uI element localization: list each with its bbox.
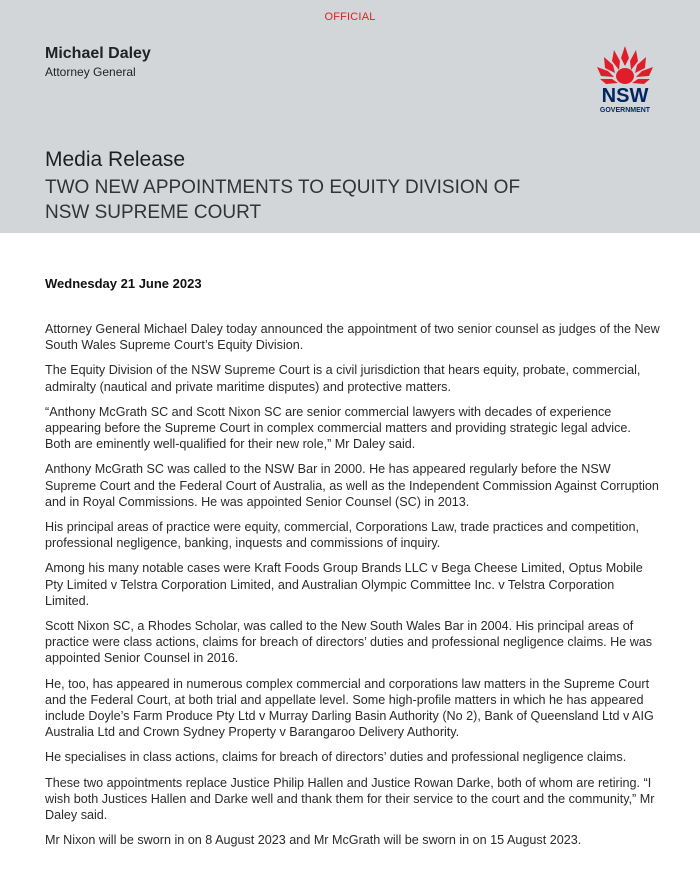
body-paragraph: He, too, has appeared in numerous complex commercial and corporations law matters in the Supreme Court and the Federal Court, at both trial and appellate level. Some high-profile matters in which he has appeared include Doyle’s Farm Produce Pty Ltd v Murray Darling Basin Authority (No 2), Bank of Queensland Ltd v AIG Australia Ltd and Crown Sydney Property v Barangaroo Delivery Authority. xyxy=(45,676,654,740)
release-date: Wednesday 21 June 2023 xyxy=(45,276,202,291)
logo-wordmark: NSW xyxy=(601,85,649,107)
body-paragraph: Mr Nixon will be sworn in on 8 August 2023 and Mr McGrath will be sworn in on 15 August 2023. xyxy=(45,833,582,848)
body-paragraph: He specialises in class actions, claims for breach of directors’ duties and professional negligence claims. xyxy=(45,750,627,765)
page-title xyxy=(45,175,645,225)
waratah-icon xyxy=(590,42,660,117)
minister-name: Michael Daley xyxy=(45,45,151,62)
release-body xyxy=(45,321,660,857)
body-paragraph: “Anthony McGrath SC and Scott Nixon SC are senior commercial lawyers with decades of experience appearing before the Supreme Court in complex commercial matters and providing strategic legal advice. Both are eminently well-qualified for their new role,” Mr Daley said. xyxy=(45,404,631,452)
classification-label: OFFICIAL xyxy=(324,11,376,23)
minister-title: Attorney General xyxy=(45,65,136,79)
body-paragraph: The Equity Division of the NSW Supreme Court is a civil jurisdiction that hears equity, probate, commercial, admiralty (nautical and private maritime disputes) and protective matters. xyxy=(45,363,641,394)
logo-subtext: GOVERNMENT xyxy=(599,107,651,114)
body-paragraph: Anthony McGrath SC was called to the NSW Bar in 2000. He has appeared regularly before the NSW Supreme Court and the Federal Court of Australia, as well as the Independent Commission Against Corruption and in Royal Commissions. He was appointed Senior Counsel (SC) in 2013. xyxy=(45,462,659,509)
body-paragraph: Attorney General Michael Daley today announced the appointment of two senior counsel as judges of the New South Wales Supreme Court’s Equity Division. xyxy=(45,322,660,353)
nsw-government-logo xyxy=(590,42,660,117)
body-paragraph: Scott Nixon SC, a Rhodes Scholar, was called to the New South Wales Bar in 2004. His principal areas of practice were class actions, claims for breach of directors’ duties and professional negligence claims. He was appointed Senior Counsel in 2016. xyxy=(45,619,653,666)
body-paragraph: His principal areas of practice were equity, commercial, Corporations Law, trade practices and competition, professional negligence, banking, inquests and commissions of inquiry. xyxy=(45,520,640,551)
headline-line: NSW SUPREME COURT xyxy=(45,202,262,223)
body-paragraph: Among his many notable cases were Kraft Foods Group Brands LLC v Bega Cheese Limited, Optus Mobile Pty Limited v Telstra Corporation Limited, and Australian Olympic Committee Inc. v Telstra Corporation Limited. xyxy=(45,561,643,608)
body-paragraph: These two appointments replace Justice Philip Hallen and Justice Rowan Darke, both of whom are retiring. “I wish both Justices Hallen and Darke well and thank them for their service to the court and the community,” Mr Daley said. xyxy=(45,775,655,823)
release-type-label: Media Release xyxy=(45,148,186,171)
headline-line: TWO NEW APPOINTMENTS TO EQUITY DIVISION OF xyxy=(45,177,521,198)
